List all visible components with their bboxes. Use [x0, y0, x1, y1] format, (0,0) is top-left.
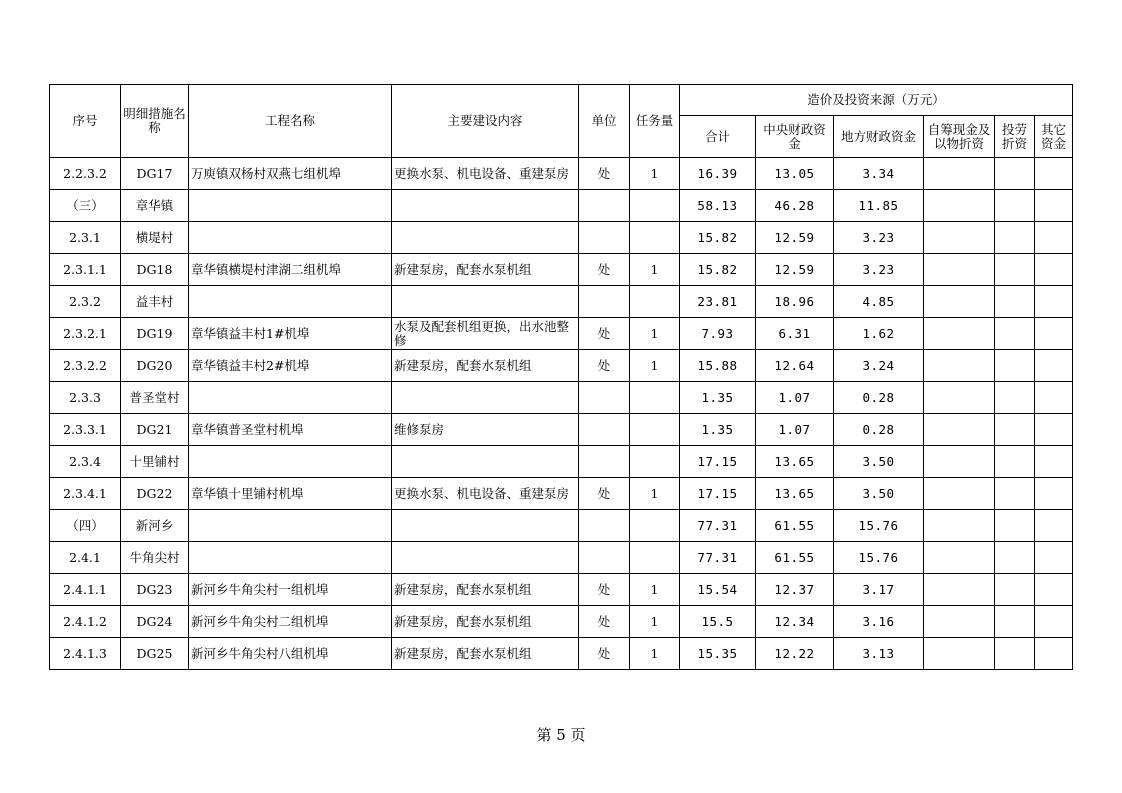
cell-content	[392, 382, 579, 414]
cell-labor	[995, 286, 1035, 318]
cell-total: 15.82	[680, 222, 756, 254]
header-unit: 单位	[579, 85, 630, 158]
cell-seq: 2.3.3.1	[50, 414, 121, 446]
cell-other	[1035, 446, 1073, 478]
cell-quantity: 1	[630, 350, 680, 382]
cell-quantity	[630, 222, 680, 254]
cell-self	[924, 190, 995, 222]
cell-self	[924, 414, 995, 446]
cell-other	[1035, 286, 1073, 318]
cell-labor	[995, 574, 1035, 606]
cell-quantity: 1	[630, 574, 680, 606]
cell-local: 3.13	[834, 638, 924, 670]
cell-content: 更换水泵、机电设备、重建泵房	[392, 478, 579, 510]
table-body	[50, 158, 1073, 670]
cell-total: 16.39	[680, 158, 756, 190]
cell-quantity	[630, 510, 680, 542]
investment-table	[49, 84, 1073, 670]
cell-measure: DG23	[121, 574, 189, 606]
cell-project	[189, 190, 392, 222]
cell-content	[392, 190, 579, 222]
cell-total: 58.13	[680, 190, 756, 222]
cell-central: 13.65	[756, 446, 834, 478]
table-row	[50, 382, 1073, 414]
cell-seq: 2.3.2	[50, 286, 121, 318]
cell-self	[924, 286, 995, 318]
cell-central: 12.34	[756, 606, 834, 638]
table-row	[50, 510, 1073, 542]
cell-total: 15.54	[680, 574, 756, 606]
cell-measure: 十里铺村	[121, 446, 189, 478]
cell-measure: DG21	[121, 414, 189, 446]
cell-total: 7.93	[680, 318, 756, 350]
cell-seq: 2.4.1.3	[50, 638, 121, 670]
cell-local: 11.85	[834, 190, 924, 222]
cell-project	[189, 222, 392, 254]
cell-seq: 2.3.2.2	[50, 350, 121, 382]
cell-quantity	[630, 414, 680, 446]
cell-unit: 处	[579, 318, 630, 350]
cell-seq: 2.2.3.2	[50, 158, 121, 190]
cell-central: 1.07	[756, 382, 834, 414]
cell-central: 61.55	[756, 510, 834, 542]
cell-self	[924, 318, 995, 350]
cell-central: 61.55	[756, 542, 834, 574]
cell-project: 新河乡牛角尖村二组机埠	[189, 606, 392, 638]
cell-local: 3.34	[834, 158, 924, 190]
cell-unit	[579, 190, 630, 222]
cell-central: 12.59	[756, 254, 834, 286]
cell-other	[1035, 190, 1073, 222]
cell-content: 维修泵房	[392, 414, 579, 446]
cell-other	[1035, 574, 1073, 606]
cell-unit: 处	[579, 158, 630, 190]
cell-seq: 2.3.2.1	[50, 318, 121, 350]
cell-unit	[579, 446, 630, 478]
cell-seq: 2.4.1.1	[50, 574, 121, 606]
cell-measure: DG17	[121, 158, 189, 190]
cell-measure: DG19	[121, 318, 189, 350]
cell-quantity	[630, 286, 680, 318]
cell-labor	[995, 542, 1035, 574]
cell-labor	[995, 606, 1035, 638]
table-row	[50, 638, 1073, 670]
cell-seq: 2.3.1.1	[50, 254, 121, 286]
cell-local: 4.85	[834, 286, 924, 318]
header-measure: 明细措施名称	[121, 85, 189, 158]
cell-self	[924, 542, 995, 574]
cell-other	[1035, 382, 1073, 414]
cell-seq: 2.3.1	[50, 222, 121, 254]
cell-unit: 处	[579, 350, 630, 382]
table-row	[50, 478, 1073, 510]
cell-total: 1.35	[680, 414, 756, 446]
header-labor: 投劳折资	[995, 116, 1035, 158]
cell-quantity: 1	[630, 638, 680, 670]
cell-total: 77.31	[680, 542, 756, 574]
cell-measure: DG24	[121, 606, 189, 638]
header-quantity: 任务量	[630, 85, 680, 158]
cell-project: 章华镇益丰村2#机埠	[189, 350, 392, 382]
table-row	[50, 446, 1073, 478]
cell-seq: 2.3.4	[50, 446, 121, 478]
cell-other	[1035, 158, 1073, 190]
cell-content: 新建泵房，配套水泵机组	[392, 574, 579, 606]
header-other: 其它资金	[1035, 116, 1073, 158]
header-central: 中央财政资金	[756, 116, 834, 158]
cell-unit: 处	[579, 606, 630, 638]
cell-local: 0.28	[834, 414, 924, 446]
cell-seq: 2.4.1	[50, 542, 121, 574]
table-header	[50, 85, 1073, 158]
cell-unit	[579, 286, 630, 318]
cell-self	[924, 382, 995, 414]
cell-content	[392, 510, 579, 542]
cell-seq: （四）	[50, 510, 121, 542]
cell-other	[1035, 478, 1073, 510]
table-row	[50, 542, 1073, 574]
cell-project: 万庾镇双杨村双燕七组机埠	[189, 158, 392, 190]
cell-quantity: 1	[630, 478, 680, 510]
cell-measure: DG20	[121, 350, 189, 382]
cell-seq: 2.3.4.1	[50, 478, 121, 510]
cell-labor	[995, 510, 1035, 542]
header-self: 自筹现金及以物折资	[924, 116, 995, 158]
header-seq: 序号	[50, 85, 121, 158]
cell-quantity	[630, 190, 680, 222]
cell-measure: DG25	[121, 638, 189, 670]
cell-labor	[995, 414, 1035, 446]
cell-measure: DG22	[121, 478, 189, 510]
cell-content: 新建泵房，配套水泵机组	[392, 254, 579, 286]
cell-labor	[995, 222, 1035, 254]
cell-self	[924, 446, 995, 478]
cell-central: 13.05	[756, 158, 834, 190]
table-row	[50, 414, 1073, 446]
cell-unit	[579, 382, 630, 414]
cell-unit: 处	[579, 638, 630, 670]
cell-content	[392, 542, 579, 574]
cell-central: 6.31	[756, 318, 834, 350]
cell-content: 新建泵房，配套水泵机组	[392, 638, 579, 670]
cell-self	[924, 606, 995, 638]
cell-content	[392, 286, 579, 318]
cell-content	[392, 446, 579, 478]
cell-content	[392, 222, 579, 254]
table-row	[50, 286, 1073, 318]
cell-total: 1.35	[680, 382, 756, 414]
cell-unit: 处	[579, 478, 630, 510]
cell-project: 章华镇十里铺村机埠	[189, 478, 392, 510]
cell-measure: 章华镇	[121, 190, 189, 222]
table-row	[50, 190, 1073, 222]
cell-project: 章华镇普圣堂村机埠	[189, 414, 392, 446]
cell-central: 18.96	[756, 286, 834, 318]
cell-local: 3.23	[834, 222, 924, 254]
cell-labor	[995, 158, 1035, 190]
cell-local: 1.62	[834, 318, 924, 350]
cell-project	[189, 446, 392, 478]
cell-self	[924, 350, 995, 382]
cell-labor	[995, 446, 1035, 478]
cell-seq: （三）	[50, 190, 121, 222]
table-row	[50, 158, 1073, 190]
table-row	[50, 574, 1073, 606]
cell-unit: 处	[579, 254, 630, 286]
cell-content: 新建泵房，配套水泵机组	[392, 350, 579, 382]
header-total: 合计	[680, 116, 756, 158]
cell-other	[1035, 542, 1073, 574]
cell-unit	[579, 222, 630, 254]
header-local: 地方财政资金	[834, 116, 924, 158]
cell-quantity	[630, 446, 680, 478]
cell-total: 17.15	[680, 478, 756, 510]
cell-project	[189, 382, 392, 414]
cell-other	[1035, 318, 1073, 350]
cell-self	[924, 254, 995, 286]
cell-project: 章华镇益丰村1#机埠	[189, 318, 392, 350]
cell-unit	[579, 510, 630, 542]
cell-total: 23.81	[680, 286, 756, 318]
cell-total: 15.35	[680, 638, 756, 670]
cell-local: 0.28	[834, 382, 924, 414]
cell-central: 46.28	[756, 190, 834, 222]
cell-seq: 2.3.3	[50, 382, 121, 414]
cell-total: 15.5	[680, 606, 756, 638]
cell-local: 3.50	[834, 478, 924, 510]
cell-other	[1035, 350, 1073, 382]
cell-quantity: 1	[630, 158, 680, 190]
cell-quantity	[630, 542, 680, 574]
cell-local: 3.50	[834, 446, 924, 478]
cell-central: 13.65	[756, 478, 834, 510]
cell-self	[924, 478, 995, 510]
cell-central: 12.22	[756, 638, 834, 670]
cell-measure: 普圣堂村	[121, 382, 189, 414]
cell-project: 新河乡牛角尖村一组机埠	[189, 574, 392, 606]
cell-project	[189, 510, 392, 542]
cell-central: 12.59	[756, 222, 834, 254]
cell-other	[1035, 222, 1073, 254]
cell-labor	[995, 382, 1035, 414]
header-project: 工程名称	[189, 85, 392, 158]
header-content: 主要建设内容	[392, 85, 579, 158]
cell-self	[924, 638, 995, 670]
cell-other	[1035, 254, 1073, 286]
page-number: 第 5 页	[536, 726, 586, 744]
cell-quantity: 1	[630, 254, 680, 286]
cell-unit: 处	[579, 574, 630, 606]
cell-measure: 横堤村	[121, 222, 189, 254]
cell-content: 更换水泵、机电设备、重建泵房	[392, 158, 579, 190]
cell-labor	[995, 638, 1035, 670]
cell-labor	[995, 478, 1035, 510]
cell-labor	[995, 254, 1035, 286]
cell-project: 章华镇横堤村津湖二组机埠	[189, 254, 392, 286]
cell-labor	[995, 318, 1035, 350]
cell-seq: 2.4.1.2	[50, 606, 121, 638]
cell-local: 15.76	[834, 510, 924, 542]
cell-labor	[995, 190, 1035, 222]
table-row	[50, 254, 1073, 286]
table-row	[50, 318, 1073, 350]
cell-quantity	[630, 382, 680, 414]
cell-content: 水泵及配套机组更换，出水池整修	[392, 318, 579, 350]
table-row	[50, 222, 1073, 254]
cell-quantity: 1	[630, 606, 680, 638]
cell-self	[924, 574, 995, 606]
cell-measure: 益丰村	[121, 286, 189, 318]
cell-project: 新河乡牛角尖村八组机埠	[189, 638, 392, 670]
table-row	[50, 606, 1073, 638]
cell-labor	[995, 350, 1035, 382]
header-cost-group: 造价及投资来源（万元）	[680, 85, 1073, 116]
cell-central: 12.64	[756, 350, 834, 382]
cell-project	[189, 286, 392, 318]
cell-self	[924, 222, 995, 254]
cell-other	[1035, 606, 1073, 638]
table-row	[50, 350, 1073, 382]
cell-project	[189, 542, 392, 574]
cell-central: 12.37	[756, 574, 834, 606]
cell-measure: 牛角尖村	[121, 542, 189, 574]
cell-total: 77.31	[680, 510, 756, 542]
cell-total: 15.82	[680, 254, 756, 286]
cell-central: 1.07	[756, 414, 834, 446]
cell-local: 15.76	[834, 542, 924, 574]
cell-local: 3.16	[834, 606, 924, 638]
cell-quantity: 1	[630, 318, 680, 350]
cell-other	[1035, 510, 1073, 542]
cell-unit	[579, 542, 630, 574]
cell-total: 17.15	[680, 446, 756, 478]
cell-other	[1035, 638, 1073, 670]
cell-content: 新建泵房，配套水泵机组	[392, 606, 579, 638]
cell-measure: DG18	[121, 254, 189, 286]
cell-local: 3.23	[834, 254, 924, 286]
cell-self	[924, 158, 995, 190]
cell-total: 15.88	[680, 350, 756, 382]
cell-measure: 新河乡	[121, 510, 189, 542]
cell-self	[924, 510, 995, 542]
cell-local: 3.17	[834, 574, 924, 606]
cell-other	[1035, 414, 1073, 446]
cell-local: 3.24	[834, 350, 924, 382]
cell-unit	[579, 414, 630, 446]
